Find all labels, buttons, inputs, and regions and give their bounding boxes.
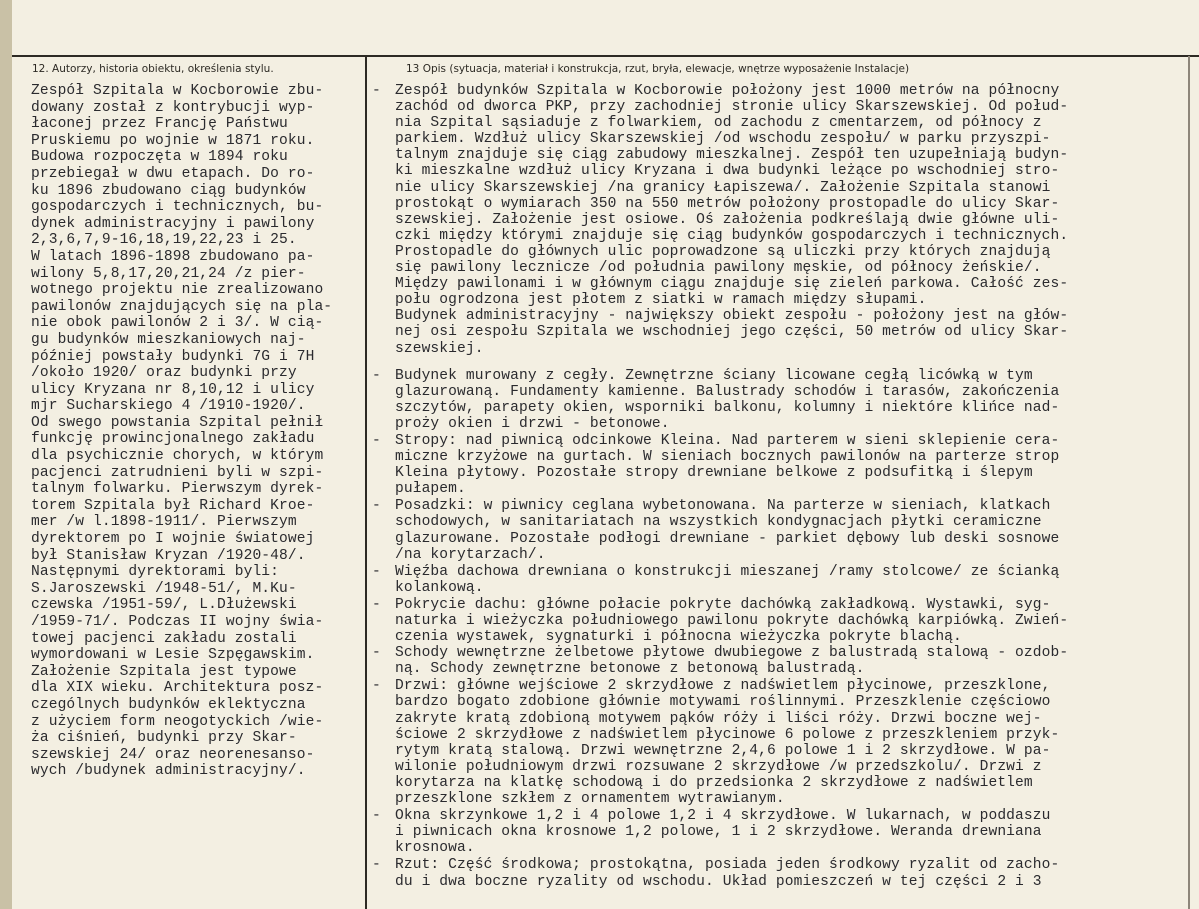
text-line: Drzwi: główne wejściowe 2 skrzydłowe z nadświetlem płycinowe, przeszklone, [395,678,1051,695]
text-line: był Stanisław Kryzan /1920-48/. [31,547,306,564]
text-line: dyrektorem po I wojnie światowej [31,531,315,548]
text-line: szewskiej. Założenie jest osiowe. Oś założenia podkreślają dwie główne uli- [395,211,1060,228]
description-paragraph-roof-truss [372,564,1068,596]
description-paragraph-doors [372,678,1068,807]
column-divider [365,56,367,909]
text-line: ki mieszkalne wzdłuż ulicy Kryzana i dwa budynki leżące po wschodniej stro- [395,163,1060,180]
text-line: Zespół Szpitala w Kocborowie zbu- [31,83,324,99]
section-13-header: 13 Opis (sytuacja, materiał i konstrukcja, rzut, bryła, elewacje, wnętrze wyposażenie Instalacje) [406,63,910,75]
text-line: zakryte kratą zdobioną motywem pąków róży i liści róży. Drzwi boczne wej- [395,710,1042,727]
text-line: Kleina płytowy. Pozostałe stropy drewniane belkowe z podsufitką i ślepym [395,465,1033,482]
text-line: proży okien i drzwi - betonowe. [395,415,670,432]
page-edge-right [1188,56,1190,909]
text-line: ku 1896 zbudowano ciąg budynków [31,182,306,199]
text-line: talnym znajduje się ciąg zabudowy mieszkalnej. Zespół ten uzupełniają budyn- [395,147,1069,164]
text-line: wych /budynek administracyjny/. [31,763,306,780]
text-line: przeszklone szkłem z ornamentem wytrawianym. [395,791,785,808]
text-line: dla XIX wieku. Architektura posz- [31,680,324,697]
text-line: Prostopadle do głównych ulic poprowadzone są uliczki przy których znajdują [395,243,1051,260]
text-line: czególnych budynków eklektyczna [31,696,306,713]
text-line: prostokąt o wymiarach 350 na 550 metrów położony prostopadle do ulicy Skar- [395,195,1060,212]
text-line: wilony 5,8,17,20,21,24 /z pier- [31,265,306,282]
text-line: Między pawilonami i w głównym ciągu znajduje się zieleń parkowa. Całość zes- [395,276,1069,293]
text-line: Budynek murowany z cegły. Zewnętrzne ściany licowane cegłą licówką w tym [395,367,1033,384]
text-line: dla psychicznie chorych, w którym [31,448,324,465]
text-line: torem Szpitala był Richard Kroe- [31,497,315,514]
text-line: szczytów, parapety okien, wsporniki balkonu, kolumny i niektóre klińce nad- [395,399,1060,416]
text-line: Okna skrzynkowe 1,2 i 4 polowe 1,2 i 4 skrzydłowe. W lukarnach, w poddaszu [395,808,1051,825]
text-line: Zespół budynków Szpitala w Kocborowie położony jest 1000 metrów na północny [395,83,1060,99]
text-line: du i dwa boczne ryzality od wschodu. Układ pomieszczeń w tej części 2 i 3 [395,873,1042,890]
text-line: nie ulicy Skarszewskiej /na granicy Łapiszewa/. Założenie Szpitala stanowi [395,179,1051,196]
description-paragraph-roofing [372,597,1068,645]
text-line: się pawilony lecznicze /od południa pawilony męskie, od północy żeńskie/. [395,260,1042,277]
text-line: wymordowani w Lesie Szpęgawskim. [31,647,315,664]
text-line: ściowe 2 skrzydłowe z nadświetlem płycinowe 6 polowe z przeszkleniem przyk- [395,726,1060,743]
text-line: kolankową. [395,579,484,596]
list-dash: - [372,432,381,449]
text-line: Posadzki: w piwnicy ceglana wybetonowana. Na parterze w sieniach, klatkach [395,498,1051,515]
text-line: Stropy: nad piwnicą odcinkowe Kleina. Nad parterem w sieni sklepienie cera- [395,432,1060,449]
list-dash: - [372,83,381,99]
text-line: Od swego powstania Szpital pełnił [31,414,324,431]
text-line: bardzo bogato zdobione głównie motywami roślinnymi. Przeszklenie częściowo [395,694,1051,711]
text-line: ną. Schody zewnętrzne betonowe z betonową balustradą. [395,661,865,678]
text-line: miczne krzyżowe na gurtach. W sieniach bocznych pawilonów na parterze strop [395,449,1060,466]
description-paragraph-materials [372,368,1068,432]
text-line: z użyciem form neogotyckich /wie- [31,713,324,730]
list-dash: - [372,596,381,613]
text-line: wilonie południowym drzwi rozsuwane 2 skrzydłowe /w przedszkolu/. Drzwi z [395,758,1042,775]
list-dash: - [372,857,381,874]
page-edge [0,0,12,909]
text-line: dowany został z kontrybucji wyp- [31,99,315,116]
text-line: Pokrycie dachu: główne połacie pokryte dachówką zakładkową. Wystawki, syg- [395,596,1051,613]
text-line: korytarza na klatkę schodową i do przedsionka 2 skrzydłowe z nadświetlem [395,774,1033,791]
description-paragraph-plan [372,857,1068,889]
text-line: dynek administracyjny i pawilony [31,215,315,232]
text-line: pułapem. [395,481,466,498]
text-line: Założenie Szpitala jest typowe [31,663,297,680]
description-paragraph-ceilings [372,433,1068,497]
text-line: /na korytarzach/. [395,546,546,563]
text-line: glazurowaną. Fundamenty kamienne. Balustrady schodów i tarasów, zakończenia [395,383,1060,400]
text-line: łaconej przez Francję Państwu [31,116,288,133]
text-line: schodowych, w sanitariatach na wszystkich kondygnacjach płytki ceramiczne [395,514,1042,531]
header-rule [12,55,1199,57]
text-line: ulicy Kryzana nr 8,10,12 i ulicy [31,381,315,398]
text-line: wotnego projektu nie zrealizowano [31,282,324,299]
text-line: S.Jaroszewski /1948-51/, M.Ku- [31,580,297,597]
text-line: gu budynków mieszkaniowych naj- [31,331,306,348]
text-line: talnym folwarku. Pierwszym dyrek- [31,481,324,498]
text-line: Pruskiemu po wojnie w 1871 roku. [31,132,315,149]
list-dash: - [372,678,381,695]
description-column [372,83,1068,890]
description-paragraph-location [372,83,1068,357]
text-line: Rzut: Część środkowa; prostokątna, posiada jeden środkowy ryzalit od zacho- [395,857,1060,874]
text-line: pawilonów znajdujących się na pla- [31,298,333,315]
text-line: czenia wystawek, sygnaturki i północna wieżyczka pokryte blachą. [395,629,962,646]
text-line: /1959-71/. Podczas II wojny świa- [31,614,324,630]
text-line: mer /w l.1898-1911/. Pierwszym [31,514,297,531]
text-line: rytym kratą stalową. Drzwi wewnętrzne 2,4,6 polowe 1 i 2 skrzydłowe. W pa- [395,742,1051,759]
text-line: przebiegał w dwu etapach. Do ro- [31,165,315,182]
text-line: nie obok pawilonów 2 i 3/. W cią- [31,315,324,332]
text-line: mjr Sucharskiego 4 /1910-1920/. [31,398,306,415]
text-line: Więźba dachowa drewniana o konstrukcji mieszanej /ramy stolcowe/ ze ścianką [395,563,1060,580]
text-line: 2,3,6,7,9-16,18,19,22,23 i 25. [31,232,297,249]
description-paragraph-windows [372,808,1068,856]
text-line: szewskiej 24/ oraz neorenesanso- [31,746,315,763]
text-line: i piwnicach okna krosnowe 1,2 polowe, 1 i 2 skrzydłowe. Weranda drewniana [395,824,1042,841]
text-line: Schody wewnętrzne żelbetowe płytowe dwubiegowe z balustradą stalową - ozdob- [395,645,1069,662]
text-line: glazurowane. Pozostałe podłogi drewniane - parkiet dębowy lub deski sosnowe [395,530,1060,547]
section-12-header: 12. Autorzy, historia obiektu, określenia stylu. [32,63,274,75]
list-dash: - [372,645,381,662]
list-dash: - [372,498,381,515]
history-column [31,83,332,780]
text-line: parkiem. Wzdłuż ulicy Skarszewskiej /od wschodu zespołu/ w parku przyszpi- [395,131,1051,148]
text-line: towej pacjenci zakładu zostali [31,630,297,647]
text-line: połu ogrodzona jest płotem z siatki w ramach między słupami. [395,292,927,309]
text-line: czewska /1951-59/, L.Dłużewski [31,597,297,614]
text-line: Budynek administracyjny - największy obiekt zespołu - położony jest na głów- [395,308,1069,325]
text-line: ża ciśnień, budynki przy Skar- [31,730,297,747]
text-line: nia Szpital sąsiaduje z folwarkiem, od zachodu z cmentarzem, od północy z [395,115,1042,132]
text-line: szewskiej. [395,340,484,357]
text-line: nej osi zespołu Szpitala we wschodniej jego części, 50 metrów od ulicy Skar- [395,324,1069,341]
list-dash: - [372,563,381,580]
list-dash: - [372,808,381,825]
text-line: krosnowa. [395,840,475,857]
text-line: Następnymi dyrektorami byli: [31,564,280,581]
text-line: pacjenci zatrudnieni byli w szpi- [31,464,324,481]
text-line: później powstały budynki 7G i 7H [31,348,315,365]
text-line: /około 1920/ oraz budynki przy [31,365,297,382]
list-dash: - [372,367,381,384]
description-paragraph-floors [372,498,1068,562]
text-line: zachód od dworca PKP, przy zachodniej stronie ulicy Skarszewskiej. Od połud- [395,99,1069,116]
text-line: funkcję prowincjonalnego zakładu [31,431,315,448]
text-line: czki między którymi znajduje się ciąg budynków gospodarczych i technicznych. [395,227,1069,244]
text-line: gospodarczych i technicznych, bu- [31,199,324,216]
description-paragraph-stairs [372,645,1068,677]
text-line: naturka i wieżyczka południowego pawilonu pokryte dachówką karpiówką. Zwień- [395,613,1069,629]
text-line: W latach 1896-1898 zbudowano pa- [31,248,315,265]
text-line: Budowa rozpoczęta w 1894 roku [31,149,288,166]
